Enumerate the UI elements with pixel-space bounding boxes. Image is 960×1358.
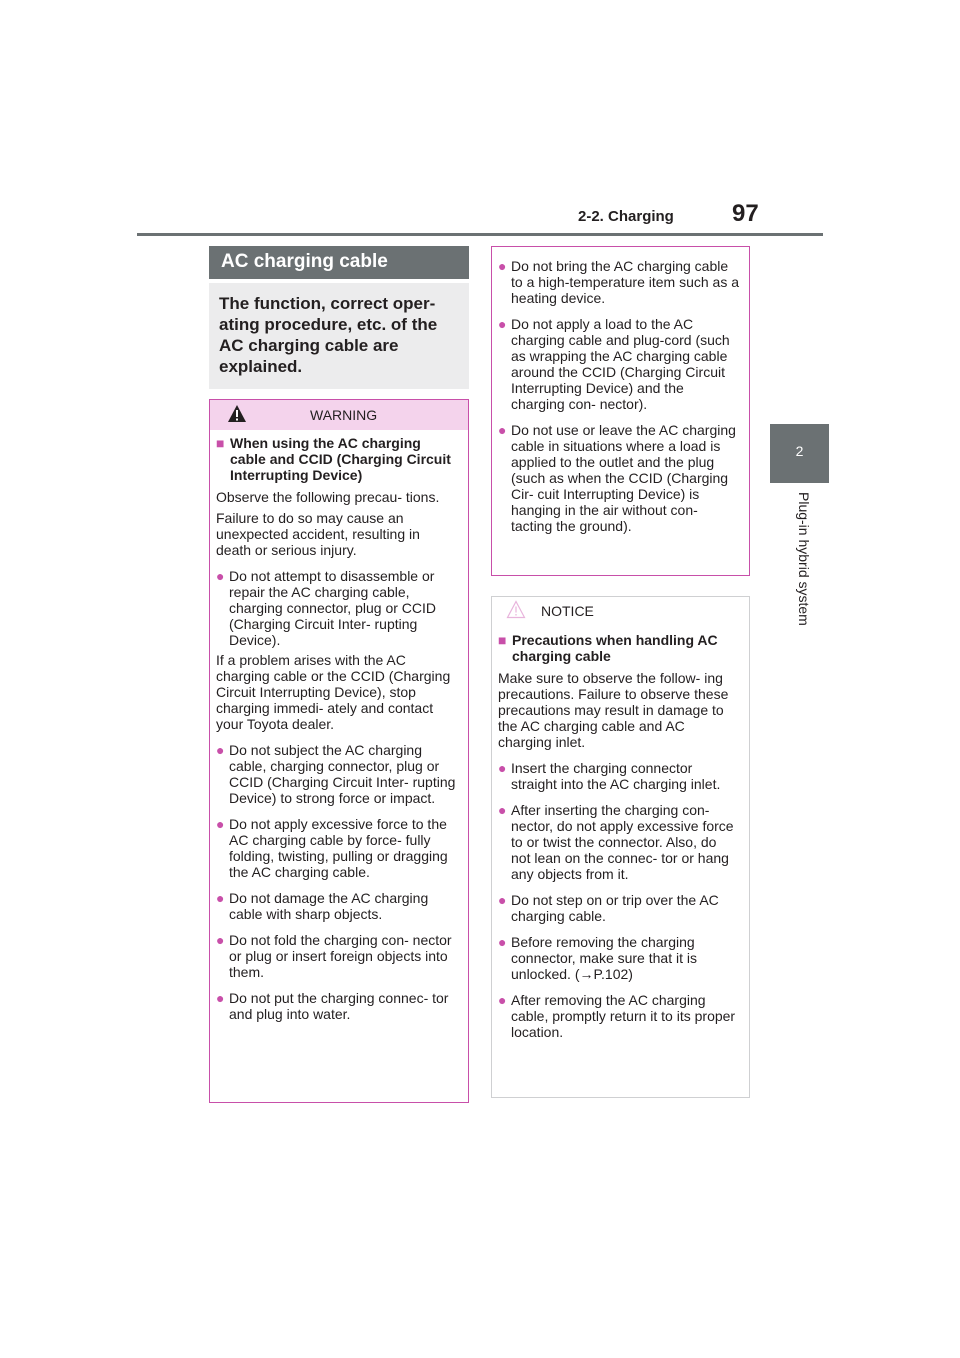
- warning-triangle-icon: [227, 404, 247, 423]
- notice-bullet: ● After inserting the charging con- nector, do not apply excessive force to or twist the connector. Also, do not lean on the connec- tor or hang any objects from it.: [498, 802, 734, 882]
- bullet-icon: ●: [498, 802, 507, 818]
- warning-bullet: ● Do not fold the charging con- nector or plug or insert foreign objects into them.: [216, 932, 452, 980]
- notice-label: NOTICE: [541, 603, 594, 619]
- bullet-icon: ●: [498, 992, 507, 1008]
- bullet-icon: ●: [498, 934, 507, 950]
- chapter-title: 2-2. Charging: [578, 208, 674, 225]
- chapter-tab: [770, 424, 829, 483]
- notice-subheading: ■ Precautions when handling AC charging cable: [498, 632, 718, 664]
- warning-body: [210, 430, 468, 1022]
- warning-bullet: ● Do not apply excessive force to the AC charging cable by force- fully folding, twisting, pulling or dragging the AC charging cable.: [216, 816, 448, 880]
- notice-paragraph: Make sure to observe the follow- ing precautions. Failure to observe these precautions may result in damage to the AC charging cable and AC charging inlet.: [498, 670, 729, 750]
- bullet-icon: ●: [216, 990, 225, 1006]
- warning-header: [210, 400, 468, 430]
- warning-paragraph: Failure to do so may cause an unexpected accident, resulting in death or serious injury.: [216, 510, 420, 558]
- square-bullet-icon: ■: [216, 435, 225, 451]
- warning-subheading: ■ When using the AC charging cable and CCID (Charging Circuit Interrupting Device): [216, 435, 451, 483]
- bullet-icon: ●: [216, 816, 225, 832]
- warning-bullet: ● Do not use or leave the AC charging cable in situations where a load is applied to the outlet and the plug (such as when the CCID (Charging Cir- cuit Interrupting Device) is hanging in the air without con- tacting the ground).: [498, 422, 736, 534]
- bullet-icon: ●: [216, 742, 225, 758]
- chapter-tab-label: [794, 492, 814, 657]
- warning-bullet: ● Do not damage the AC charging cable with sharp objects.: [216, 890, 429, 922]
- chapter-tab-text: Plug-in hybrid system: [796, 492, 812, 626]
- chapter-tab-number: 2: [795, 443, 804, 459]
- section-intro: The function, correct oper- ating procedure, etc. of the AC charging cable are explained.: [209, 283, 469, 389]
- page-number: 97: [732, 200, 759, 227]
- notice-triangle-icon: [506, 600, 526, 619]
- notice-box: [491, 596, 750, 1098]
- warning-label: WARNING: [310, 407, 378, 423]
- bullet-icon: ●: [498, 760, 507, 776]
- bullet-icon: ●: [216, 568, 225, 584]
- warning-continued-body: [492, 253, 749, 534]
- notice-bullet: ● Do not step on or trip over the AC charging cable.: [498, 892, 719, 924]
- warning-paragraph: Observe the following precau- tions.: [216, 489, 440, 505]
- notice-body: [492, 627, 749, 1040]
- warning-bullet: ● Do not subject the AC charging cable, charging connector, plug or CCID (Charging Circuit Inter- rupting Device) to strong force or impact.: [216, 742, 456, 806]
- notice-bullet: ● Insert the charging connector straight into the AC charging inlet.: [498, 760, 721, 792]
- section-title: AC charging cable: [209, 246, 469, 279]
- notice-bullet: ● Before removing the charging connector, make sure that it is unlocked. (→P.102): [498, 934, 697, 982]
- warning-box-continued: [491, 246, 750, 576]
- notice-bullet: ● After removing the AC charging cable, promptly return it to its proper location.: [498, 992, 736, 1040]
- header-rule: [137, 233, 823, 236]
- warning-paragraph: If a problem arises with the AC charging cable or the CCID (Charging Circuit Interrupting Device), stop charging immedi- ately and contact your Toyota dealer.: [216, 652, 451, 732]
- bullet-icon: ●: [498, 892, 507, 908]
- notice-header: [492, 597, 749, 627]
- warning-bullet: ● Do not bring the AC charging cable to a high-temperature item such as a heating device.: [498, 258, 740, 306]
- warning-bullet: ● Do not apply a load to the AC charging cable and plug-cord (such as wrapping the AC charging cable around the CCID (Charging Circuit Interrupting Device) and the charging con- nector).: [498, 316, 730, 412]
- warning-bullet: ● Do not attempt to disassemble or repair the AC charging cable, charging connector, plug or CCID (Charging Circuit Inter- rupting Device).: [216, 568, 436, 648]
- bullet-icon: ●: [216, 890, 225, 906]
- square-bullet-icon: ■: [498, 632, 507, 648]
- bullet-icon: ●: [498, 422, 507, 438]
- bullet-icon: ●: [498, 258, 507, 274]
- bullet-icon: ●: [498, 316, 507, 332]
- warning-bullet: ● Do not put the charging connec- tor and plug into water.: [216, 990, 449, 1022]
- bullet-icon: ●: [216, 932, 225, 948]
- warning-box: [209, 399, 469, 1103]
